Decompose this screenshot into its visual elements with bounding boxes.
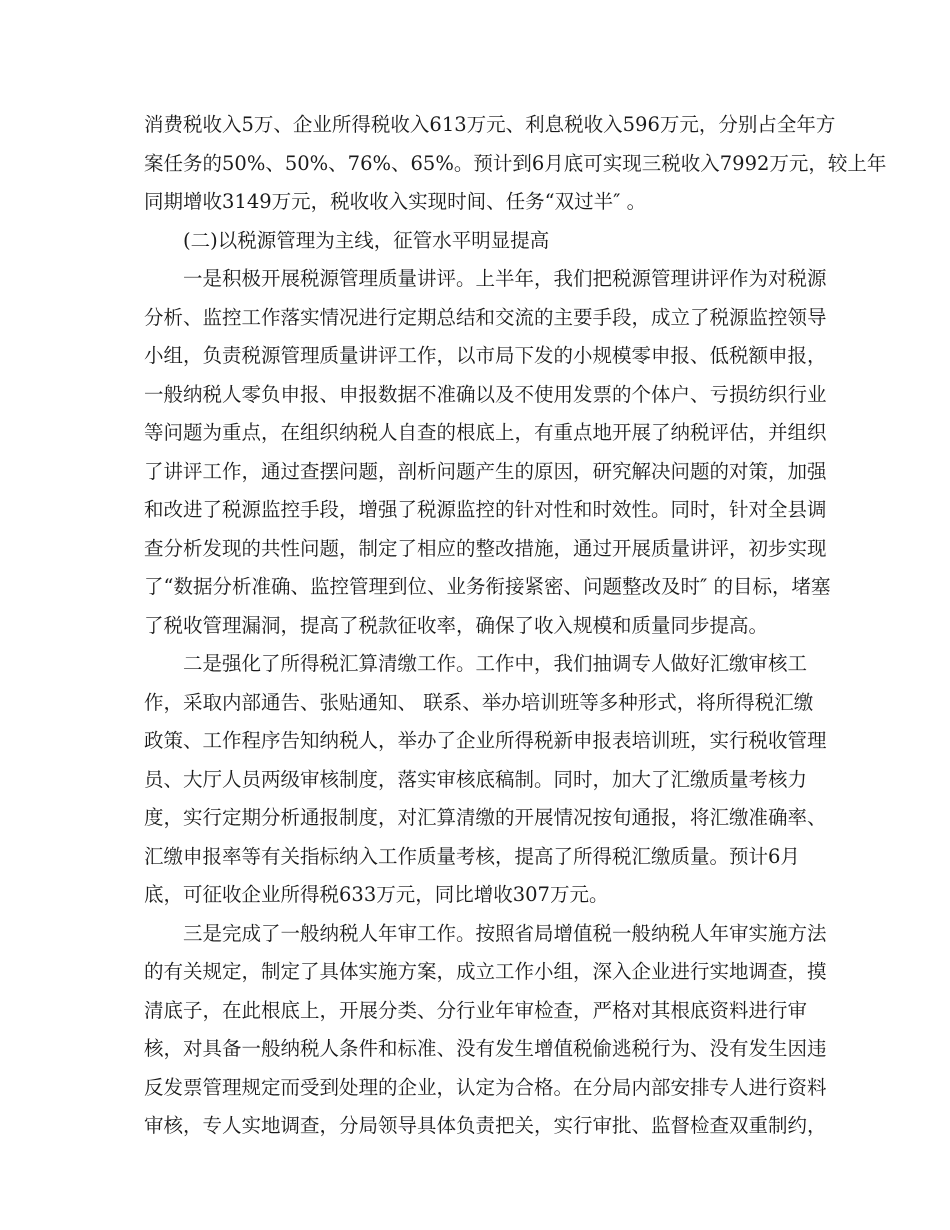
text-line: 核，对具备一般纳税人条件和标准、没有发生增值税偷逃税行为、没有发生因违	[144, 1037, 827, 1060]
text-line: 查分析发现的共性问题，制定了相应的整改措施，通过开展质量讲评，初步实现	[144, 536, 827, 560]
text-line: 案任务的50%、50%、76%、65%。预计到6月底可实现三税收入7992万元，较上年	[144, 151, 887, 175]
paragraph-start: 三是完成了一般纳税人年审工作。按照省局增值税一般纳税人年审实施方法	[183, 921, 827, 945]
text-line: 等问题为重点，在组织纳税人自查的根底上，有重点地开展了纳税评估，并组织	[144, 421, 827, 444]
text-line: 一般纳税人零负申报、申报数据不准确以及不使用发票的个体户、亏损纺织行业	[144, 382, 827, 406]
text-line: 了税收管理漏洞，提高了税款征收率，确保了收入规模和质量同步提高。	[144, 613, 769, 637]
text-line: 消费税收入5万、企业所得税收入613万元、利息税收入596万元，分别占全年方	[144, 113, 836, 136]
text-line: 审核，专人实地调查，分局领导具体负责把关，实行审批、监督检查双重制约，	[144, 1114, 827, 1137]
text-line: 汇缴申报率等有关指标纳入工作质量考核，提高了所得税汇缴质量。预计6月	[144, 844, 800, 868]
text-line: 度，实行定期分析通报制度，对汇算清缴的开展情况按旬通报，将汇缴准确率、	[144, 806, 827, 829]
paragraph-start: 一是积极开展税源管理质量讲评。上半年，我们把税源管理讲评作为对税源	[183, 267, 827, 290]
paragraph-start: 二是强化了所得税汇算清缴工作。工作中，我们抽调专人做好汇缴审核工	[183, 652, 808, 675]
text-line: 了讲评工作，通过查摆问题，剖析问题产生的原因，研究解决问题的对策，加强	[144, 459, 827, 483]
text-line: 和改进了税源监控手段，增强了税源监控的针对性和时效性。同时，针对全县调	[144, 498, 827, 521]
text-line: 的有关规定，制定了具体实施方案，成立工作小组，深入企业进行实地调查，摸	[144, 960, 827, 983]
text-line: 反发票管理规定而受到处理的企业，认定为合格。在分局内部安排专人进行资料	[144, 1075, 827, 1099]
section-heading: (二)以税源管理为主线，征管水平明显提高	[183, 228, 550, 252]
text-line: 作，采取内部通告、张贴通知、 联系、举办培训班等多种形式，将所得税汇缴	[144, 690, 814, 714]
text-line: 小组，负责税源管理质量讲评工作，以市局下发的小规模零申报、低税额申报，	[144, 344, 827, 367]
text-line: 分析、监控工作落实情况进行定期总结和交流的主要手段，成立了税源监控领导	[144, 305, 827, 329]
text-line: 员、大厅人员两级审核制度，落实审核底稿制。同时，加大了汇缴质量考核力	[144, 767, 808, 791]
text-line: 政策、工作程序告知纳税人，举办了企业所得税新申报表培训班，实行税收管理	[144, 729, 827, 752]
document-page	[144, 106, 887, 1146]
text-line: 同期增收3149万元，税收收入实现时间、任务“双过半″ 。	[144, 190, 647, 213]
text-line: 清底子，在此根底上，开展分类、分行业年审检查，严格对其根底资料进行审	[144, 998, 808, 1022]
text-line: 了“数据分析准确、监控管理到位、业务衔接紧密、问题整改及时″ 的目标，堵塞	[144, 575, 831, 598]
text-line: 底，可征收企业所得税633万元，同比增收307万元。	[144, 883, 609, 906]
